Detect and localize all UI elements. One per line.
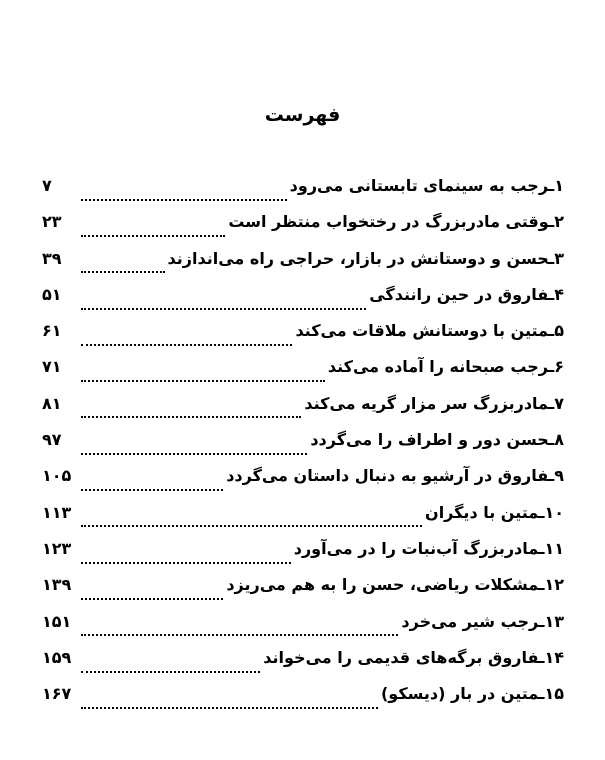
toc-entry-page: ۸۱ [42,393,62,413]
toc-entry [42,212,564,248]
dot-leader [81,488,223,491]
toc-entry-page: ۱۳۹ [42,575,72,595]
page-title: فهرست [264,104,341,126]
toc-entry-title: متین با دوستانش ملاقات می‌کند [295,321,549,341]
toc-entry-number: ۱۵ـ [539,684,564,704]
toc-entry-page: ۱۰۵ [42,466,72,486]
toc-entry-page: ۷۱ [42,357,62,377]
dot-leader [81,524,422,527]
toc-entry-title: رجب شیر می‌خرد [401,611,539,631]
toc-entry-title: حسن و دوستانش در بازار، حراجی راه می‌اندازند [167,248,549,268]
toc-entry-number: ۲ـ [548,212,564,232]
toc-entry [42,357,564,393]
toc-entry [42,430,564,466]
toc-entry-number: ۷ـ [548,393,564,413]
dot-leader [81,198,287,201]
toc-entry-page: ۹۷ [42,430,62,450]
dot-leader [81,415,301,418]
dot-leader [81,343,292,346]
toc-entry-title: فاروق برگه‌های قدیمی را می‌خواند [263,647,539,667]
toc-entry-label [304,394,564,413]
toc-entry-number: ۳ـ [548,248,564,268]
toc-entry [42,648,564,684]
toc-entry-label [369,285,564,304]
toc-entry-title: رجب به سینمای تابستانی می‌رود [289,176,549,195]
toc-entry [42,684,564,720]
toc-entry-label [310,430,564,449]
toc-entry-number: ۱۴ـ [539,647,564,667]
toc-entry-page: ۵۱ [42,284,62,304]
dot-leader [81,706,378,709]
toc-entry-page: ۳۹ [42,248,62,268]
toc-entry-number: ۱۱ـ [539,538,564,558]
toc-entry-label [401,612,564,631]
toc-entry-label [263,648,564,667]
toc-entry-number: ۶ـ [548,357,564,377]
toc-entry-label [328,357,564,376]
toc-entry-page: ۲۳ [42,212,62,232]
toc-entry-label [290,176,564,195]
toc-entry-number: ۱ـ [548,176,564,195]
toc-entry-page: ۱۲۳ [42,538,72,558]
toc-entry-title: مادربزرگ آب‌نبات را در می‌آورد [293,538,539,558]
toc-entry-label [425,503,564,522]
toc-entry [42,466,564,502]
dot-leader [81,270,165,273]
dot-leader [81,670,260,673]
dot-leader [81,234,225,237]
toc-entry [42,176,564,212]
toc-entry [42,321,564,357]
toc-entry-title: متین با دیگران [425,502,539,522]
toc-entry-number: ۱۲ـ [539,575,564,595]
toc-entry-title: وقتی مادربزرگ در رختخواب منتظر است [228,212,549,232]
toc-entry-label [226,466,564,485]
toc-entry-number: ۴ـ [548,284,564,304]
toc-entry [42,612,564,648]
toc-entry-number: ۱۰ـ [539,502,564,522]
toc-entry-number: ۵ـ [548,321,564,341]
toc-entry-label [381,684,564,703]
toc-entry-number: ۱۳ـ [539,611,564,631]
toc-entry-page: ۱۶۷ [42,684,72,704]
toc-entry-title: مشکلات ریاضی، حسن را به هم می‌ریزد [226,575,539,595]
toc-entry-page: ۱۵۱ [42,611,72,631]
toc-entry-number: ۸ـ [548,430,564,450]
dot-leader [81,561,291,564]
dot-leader [81,597,223,600]
toc-entry-number: ۹ـ [548,466,564,486]
toc-entry-label [295,321,564,340]
toc-entry [42,539,564,575]
toc-entry-title: متین در بار (دیسکو) [380,684,539,704]
toc-entry-page: ۷ [42,176,52,195]
toc-entry [42,285,564,321]
toc-entry-title: فاروق در حین رانندگی [369,284,549,304]
toc-entry [42,249,564,285]
toc-entry-page: ۱۱۳ [42,502,72,522]
dot-leader [81,379,325,382]
toc-entry-page: ۶۱ [42,321,62,341]
toc-entry [42,503,564,539]
dot-leader [81,452,307,455]
table-of-contents [42,176,564,720]
toc-entry-label [228,212,564,231]
toc-entry-title: فاروق در آرشیو به دنبال داستان می‌گردد [226,466,549,486]
toc-entry-title: مادربزرگ سر مزار گریه می‌کند [304,393,549,413]
toc-entry-label [294,539,564,558]
toc-entry-title: حسن دور و اطراف را می‌گردد [310,430,549,450]
toc-entry-title: رجب صبحانه را آماده می‌کند [327,357,549,377]
toc-entry-label [168,249,564,268]
dot-leader [81,633,398,636]
dot-leader [81,307,366,310]
toc-entry-label [226,575,564,594]
toc-entry [42,575,564,611]
toc-entry-page: ۱۵۹ [42,647,72,667]
toc-entry [42,394,564,430]
